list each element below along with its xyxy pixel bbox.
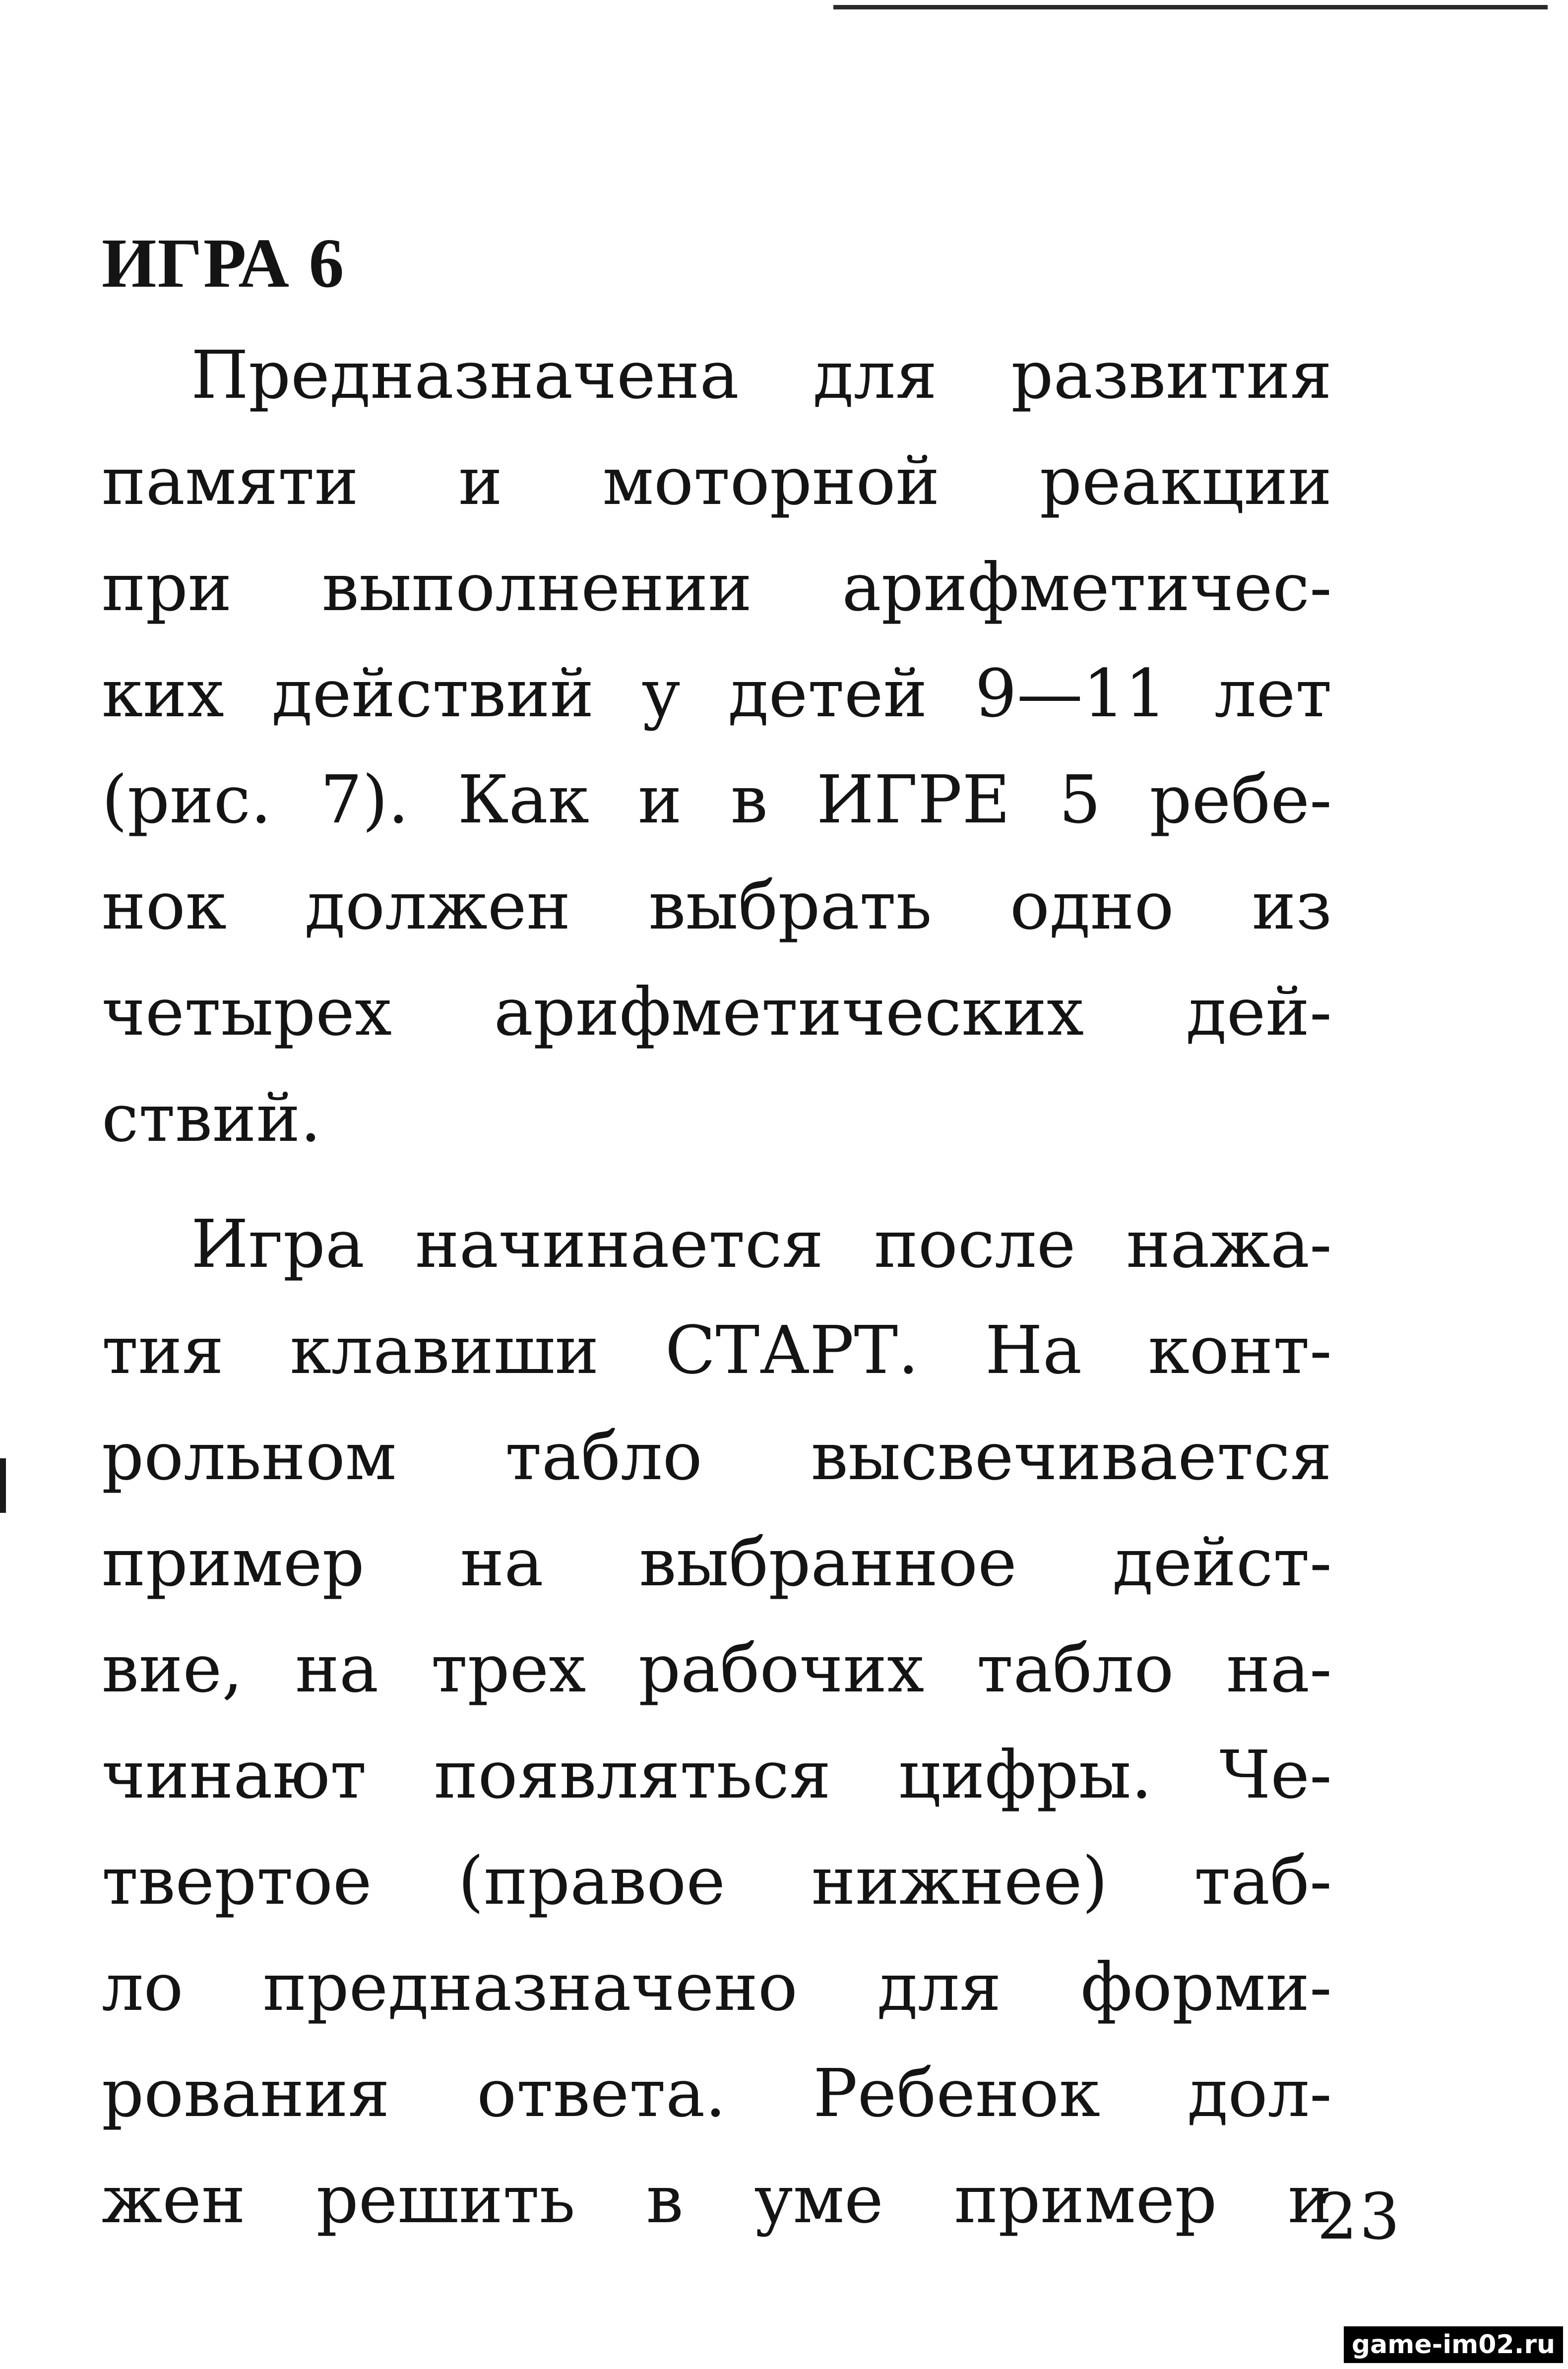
text-line: четырех арифметических дей-: [102, 974, 1332, 1051]
text-line: памяти и моторной реакции: [102, 443, 1332, 520]
section-heading: ИГРА 6: [102, 224, 345, 302]
text-line: нок должен выбрать одно из: [102, 868, 1332, 944]
paragraph-1: [102, 322, 1332, 1172]
text-line: тия клавиши СТАРТ. На конт-: [102, 1312, 1332, 1389]
text-line: рования ответа. Ребенок дол-: [102, 2056, 1332, 2132]
text-line: рольном табло высвечивается: [102, 1419, 1332, 1495]
text-line: Игра начинается после нажа-: [191, 1206, 1332, 1283]
paragraph-2: [102, 1191, 1332, 2253]
text-line: жен решить в уме пример и: [102, 2162, 1332, 2238]
text-line: (рис. 7). Как и в ИГРЕ 5 ребе-: [102, 762, 1332, 838]
text-line: при выполнении арифметичес-: [102, 550, 1332, 626]
page-content: [102, 208, 1332, 2253]
text-line: Предназначена для развития: [191, 337, 1332, 414]
text-line: пример на выбранное дейст-: [102, 1525, 1332, 1601]
text-line: чинают появляться цифры. Че-: [102, 1737, 1332, 1813]
page-number: 23: [1317, 2180, 1402, 2254]
site-watermark: game-im02.ru: [1344, 2326, 1563, 2363]
text-line: вие, на трех рабочих табло на-: [102, 1631, 1332, 1707]
scan-edge-mark: [0, 1458, 6, 1513]
text-line: твертое (правое нижнее) таб-: [102, 1843, 1332, 1920]
text-line: ло предназначено для форми-: [102, 1949, 1332, 2026]
text-line: ствий.: [102, 1080, 321, 1157]
text-line: ких действий у детей 9—11 лет: [102, 656, 1332, 732]
top-rule: [833, 5, 1548, 9]
